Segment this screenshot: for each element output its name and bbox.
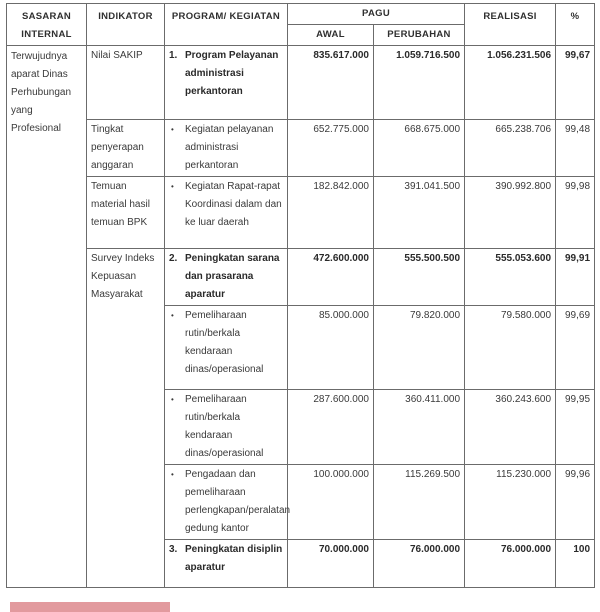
realisasi-cell: 79.580.000: [465, 306, 556, 390]
header-perubahan: PERUBAHAN: [374, 25, 465, 46]
page-accent-bar: [10, 602, 170, 612]
program-text: Pemeliharaan rutin/berkala kendaraan dinas/operasional: [185, 310, 264, 375]
persen-cell: 99,67: [556, 46, 595, 120]
program-cell: [165, 120, 288, 177]
bullet-icon: •: [171, 470, 174, 479]
program-cell: [165, 306, 288, 390]
perubahan-cell: 555.500.500: [374, 249, 465, 306]
realisasi-cell: 115.230.000: [465, 465, 556, 540]
program-text: Peningkatan disiplin aparatur: [185, 544, 283, 573]
table-row: [7, 46, 595, 120]
perubahan-cell: 79.820.000: [374, 306, 465, 390]
program-cell: [165, 46, 288, 120]
persen-cell: 100: [556, 540, 595, 588]
program-marker: 3.: [169, 544, 178, 555]
program-text: Kegiatan Rapat-rapat Koordinasi dalam dan ke luar daerah: [185, 181, 282, 228]
indikator-cell: Survey Indeks Kepuasan Masyarakat: [87, 249, 165, 588]
awal-cell: 652.775.000: [288, 120, 374, 177]
awal-cell: 100.000.000: [288, 465, 374, 540]
program-text: Kegiatan pelayanan administrasi perkantoran: [185, 124, 274, 171]
realisasi-cell: 76.000.000: [465, 540, 556, 588]
program-marker: 2.: [169, 253, 178, 264]
persen-cell: 99,98: [556, 177, 595, 249]
persen-cell: 99,48: [556, 120, 595, 177]
table-row: [7, 120, 595, 177]
awal-cell: 85.000.000: [288, 306, 374, 390]
perubahan-cell: 668.675.000: [374, 120, 465, 177]
program-cell: [165, 540, 288, 588]
persen-cell: 99,91: [556, 249, 595, 306]
perubahan-cell: 1.059.716.500: [374, 46, 465, 120]
perubahan-cell: 76.000.000: [374, 540, 465, 588]
realisasi-cell: 360.243.600: [465, 390, 556, 465]
awal-cell: 70.000.000: [288, 540, 374, 588]
program-cell: [165, 390, 288, 465]
header-indikator: INDIKATOR: [87, 4, 165, 46]
indikator-cell: Temuan material hasil temuan BPK: [87, 177, 165, 249]
bullet-icon: •: [171, 395, 174, 404]
persen-cell: 99,95: [556, 390, 595, 465]
awal-cell: 182.842.000: [288, 177, 374, 249]
perubahan-cell: 360.411.000: [374, 390, 465, 465]
persen-cell: 99,69: [556, 306, 595, 390]
awal-cell: 472.600.000: [288, 249, 374, 306]
realisasi-cell: 555.053.600: [465, 249, 556, 306]
program-text: Program Pelayanan administrasi perkantoran: [185, 50, 279, 97]
table-row: [7, 249, 595, 306]
table-row: [7, 177, 595, 249]
indikator-cell: Tingkat penyerapan anggaran: [87, 120, 165, 177]
awal-cell: 287.600.000: [288, 390, 374, 465]
header-pagu: PAGU: [288, 4, 465, 25]
header-program: PROGRAM/ KEGIATAN: [165, 4, 288, 46]
program-cell: [165, 249, 288, 306]
header-sasaran: SASARAN INTERNAL: [7, 4, 87, 46]
realisasi-cell: 1.056.231.506: [465, 46, 556, 120]
bullet-icon: •: [171, 125, 174, 134]
header-awal: AWAL: [288, 25, 374, 46]
bullet-icon: •: [171, 182, 174, 191]
realisasi-cell: 390.992.800: [465, 177, 556, 249]
persen-cell: 99,96: [556, 465, 595, 540]
program-marker: 1.: [169, 50, 178, 61]
perubahan-cell: 391.041.500: [374, 177, 465, 249]
program-text: Pengadaan dan pemeliharaan perlengkapan/peralatan gedung kantor: [185, 469, 291, 534]
perubahan-cell: 115.269.500: [374, 465, 465, 540]
program-text: Peningkatan sarana dan prasarana aparatur: [185, 253, 280, 300]
bullet-icon: •: [171, 311, 174, 320]
realisasi-cell: 665.238.706: [465, 120, 556, 177]
program-text: Pemeliharaan rutin/berkala kendaraan dinas/operasional: [185, 394, 264, 459]
awal-cell: 835.617.000: [288, 46, 374, 120]
program-cell: [165, 177, 288, 249]
sasaran-cell: Terwujudnya aparat Dinas Perhubungan yang Profesional: [7, 46, 87, 588]
header-realisasi: REALISASI: [465, 4, 556, 46]
header-persen: %: [556, 4, 595, 46]
indikator-cell: Nilai SAKIP: [87, 46, 165, 120]
program-cell: [165, 465, 291, 540]
realisasi-table: [6, 3, 595, 588]
